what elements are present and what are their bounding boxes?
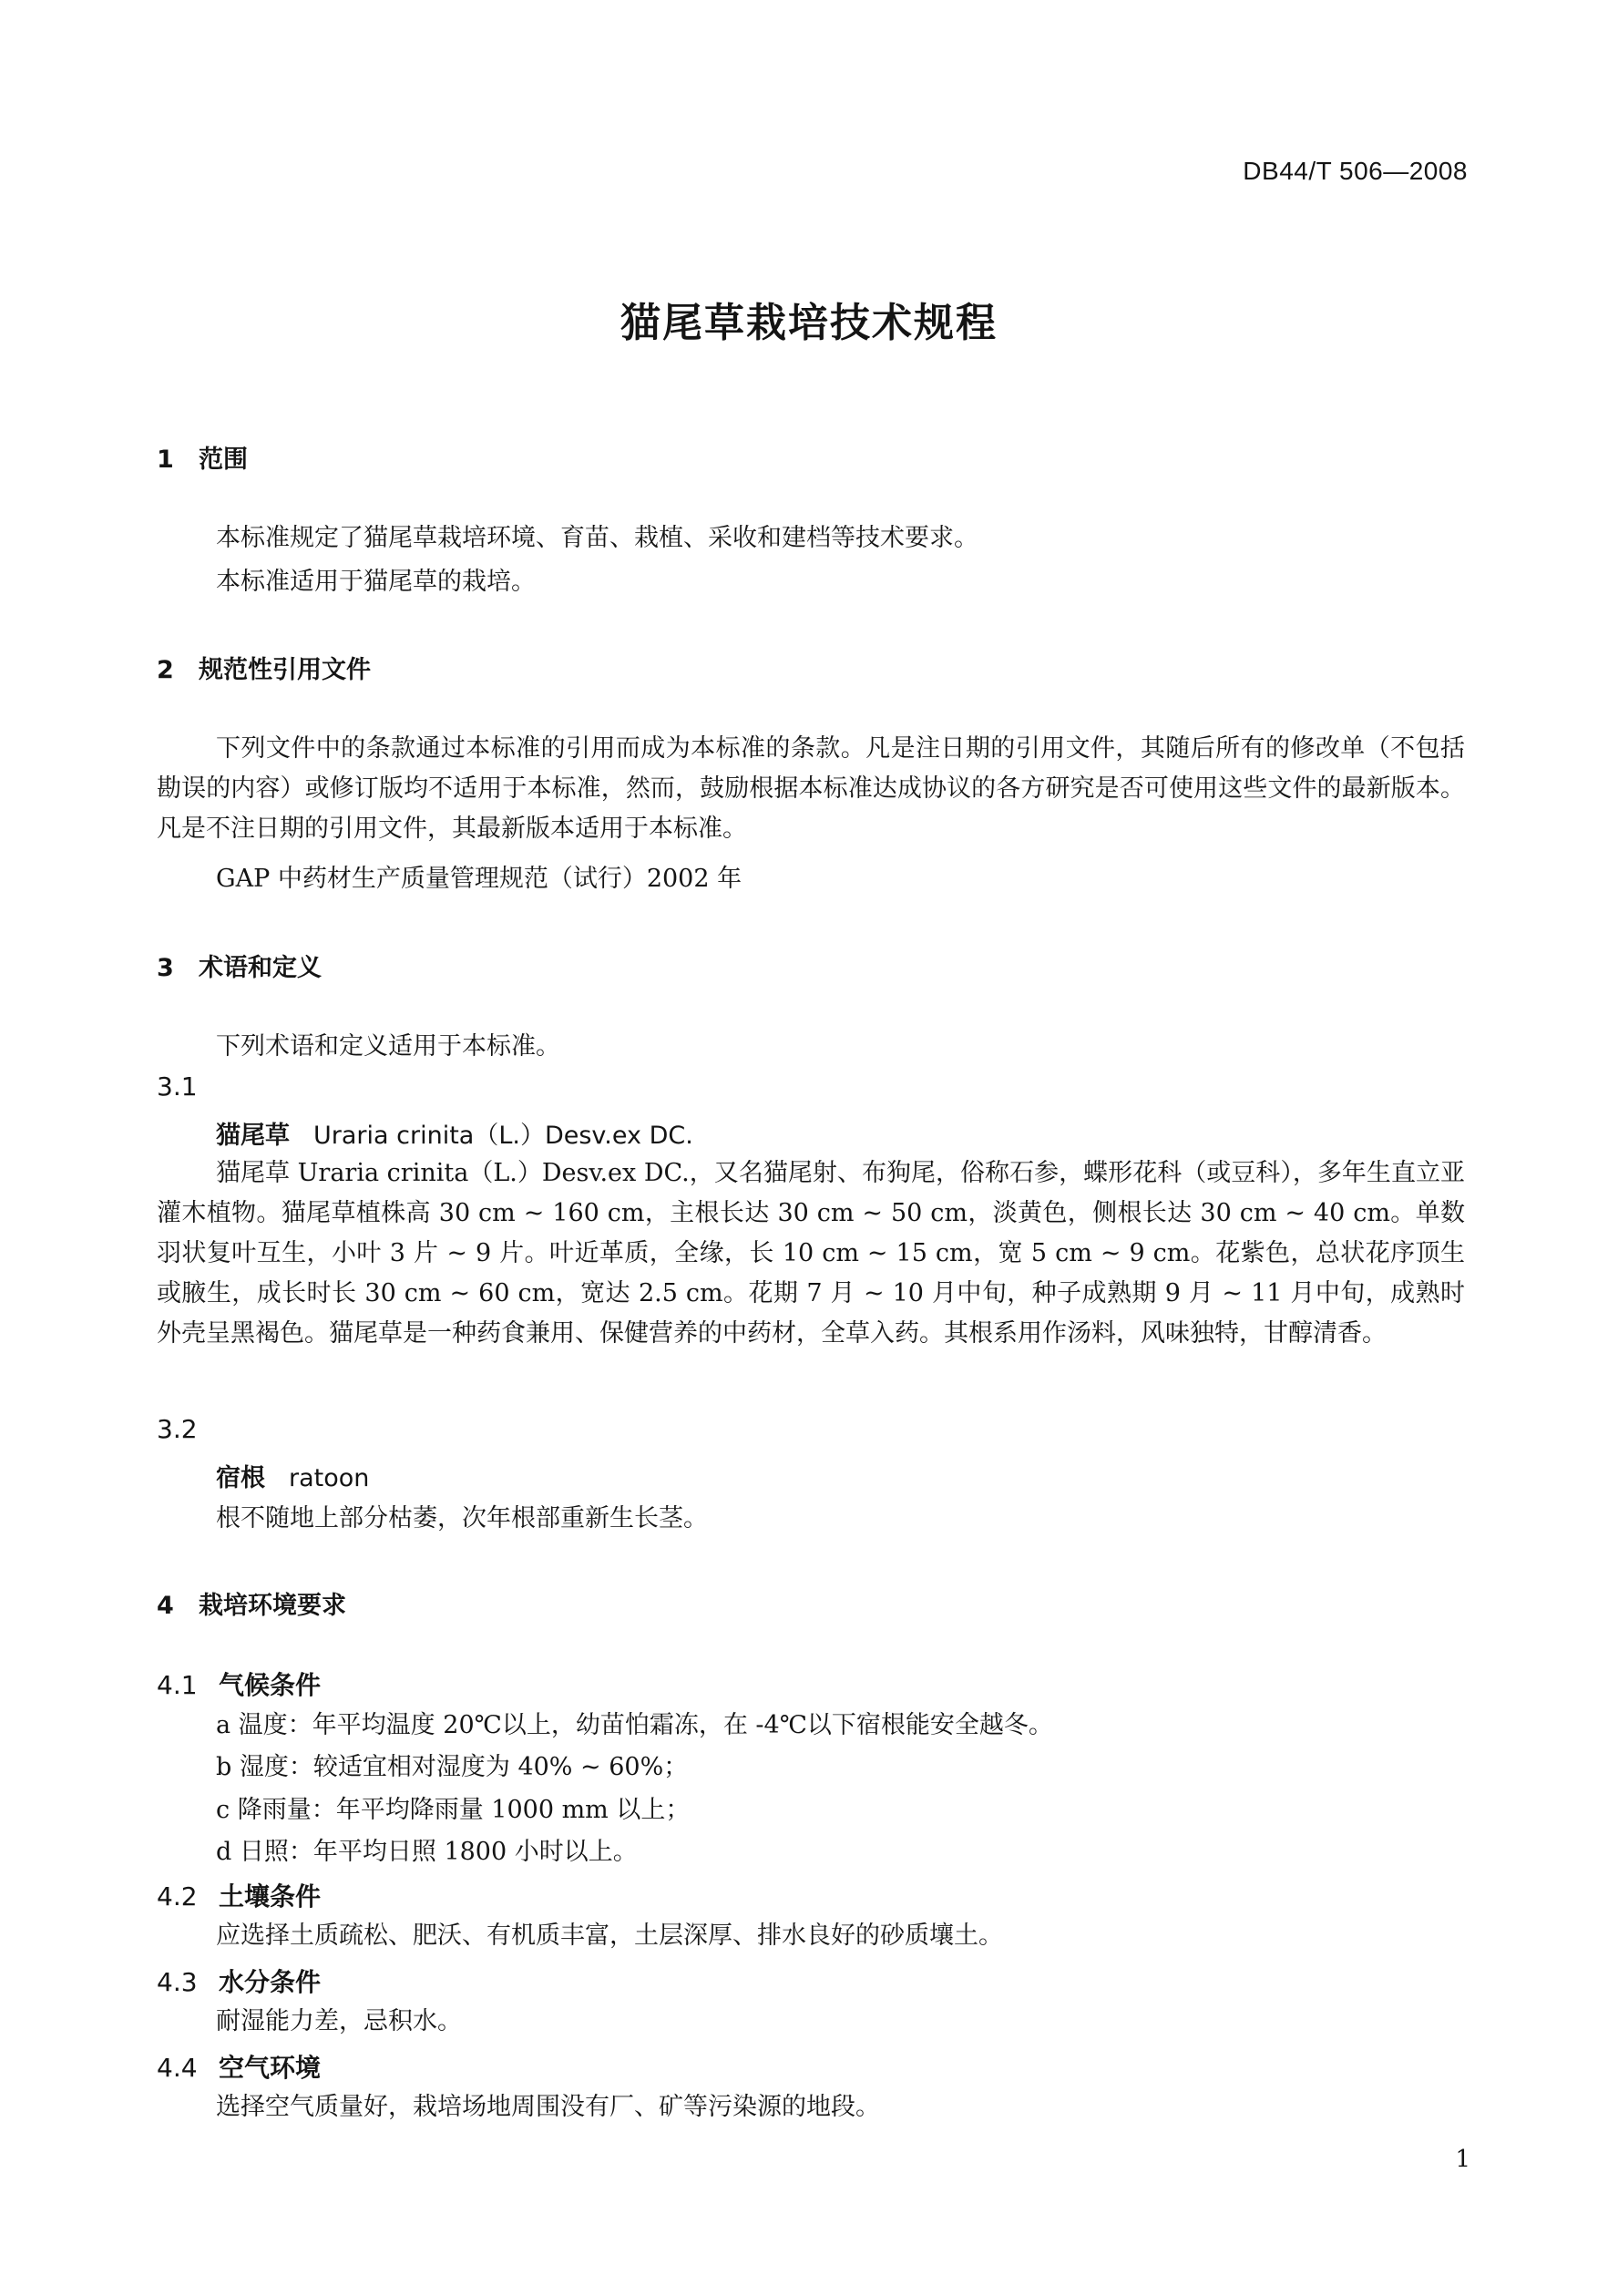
section-title: 栽培环境要求 (199, 1592, 346, 1620)
reference-entry: GAP 中药材生产质量管理规范（试行）2002 年 (216, 865, 742, 893)
subsection-4-2-heading (157, 1877, 321, 1913)
term-latin: Uraria crinita（L.）Desv.ex DC. (313, 1122, 693, 1150)
subsection-number: 4.4 (157, 2053, 198, 2083)
subsection-4-1-heading (157, 1666, 321, 1702)
term-3-1-number: 3.1 (157, 1071, 198, 1102)
references-paragraph: 下列文件中的条款通过本标准的引用而成为本标准的条款。凡是注日期的引用文件，其随后所有的修改单（不包括勘误的内容）或修订版均不适用于本标准，然而，鼓励根据本标准达成协议的各方研究是否可使用这些文件的最新版本。凡是不注日期的引用文件，其最新版本适用于本标准。 (157, 734, 1465, 843)
subsection-4-4-heading (157, 2048, 321, 2085)
scope-line: 本标准规定了猫尾草栽培环境、育苗、栽植、采收和建档等技术要求。 (216, 524, 978, 552)
standard-code: DB44/T 506—2008 (1243, 157, 1468, 185)
section-4-heading (157, 1585, 346, 1621)
subsection-title: 土壤条件 (219, 1881, 322, 1912)
term-english: ratoon (289, 1464, 370, 1492)
section-number: 3 (157, 954, 174, 982)
term-3-2-name (216, 1458, 369, 1493)
term-3-1-name (216, 1115, 693, 1151)
soil-text: 应选择土质疏松、肥沃、有机质丰富，土层深厚、排水良好的砂质壤土。 (216, 1922, 1003, 1950)
section-1-heading (157, 439, 248, 475)
scope-line: 本标准适用于猫尾草的栽培。 (216, 568, 536, 596)
climate-item: b 湿度：较适宜相对湿度为 40% ~ 60%； (216, 1753, 689, 1781)
section-number: 2 (157, 656, 174, 684)
section-number: 1 (157, 446, 174, 474)
section-title: 术语和定义 (199, 954, 322, 982)
subsection-title: 空气环境 (219, 2053, 322, 2083)
section-number: 4 (157, 1592, 174, 1620)
term-3-2-definition: 根不随地上部分枯萎，次年根部重新生长茎。 (216, 1504, 708, 1532)
subsection-title: 水分条件 (219, 1967, 322, 1997)
section-2-heading (157, 650, 371, 685)
water-text: 耐湿能力差，忌积水。 (216, 2007, 462, 2035)
section-3-heading (157, 948, 322, 983)
subsection-number: 4.2 (157, 1881, 198, 1912)
term-chinese: 猫尾草 (216, 1122, 290, 1150)
subsection-number: 4.3 (157, 1967, 198, 1997)
air-text: 选择空气质量好，栽培场地周围没有厂、矿等污染源的地段。 (216, 2093, 880, 2121)
term-3-2-number: 3.2 (157, 1414, 198, 1444)
subsection-4-3-heading (157, 1963, 321, 1999)
subsection-title: 气候条件 (219, 1670, 322, 1700)
document-title: 猫尾草栽培技术规程 (620, 300, 998, 346)
climate-item: a 温度：年平均温度 20℃以上，幼苗怕霜冻，在 -4℃以下宿根能安全越冬。 (216, 1711, 1053, 1739)
subsection-number: 4.1 (157, 1670, 198, 1700)
climate-item: d 日照：年平均日照 1800 小时以上。 (216, 1838, 638, 1866)
term-3-1-definition: 猫尾草 Uraria crinita（L.）Desv.ex DC.，又名猫尾射、布狗尾，俗称石参，蝶形花科（或豆科），多年生直立亚灌木植物。猫尾草植株高 30 cm ~ 160 cm，主根长达 30 cm ~ 50 cm，淡黄色，侧根长达 30 cm ~ 40 cm。单数羽状复叶互生，小叶 3 片 ~ 9 片。叶近革质，全缘，长 10 cm ~ 15 cm，宽 5 cm ~ 9 cm。花紫色，总状花序顶生或腋生，成长时长 30 cm ~ 60 cm，宽达 2.5 cm。花期 7 月 ~ 10 月中旬，种子成熟期 9 月 ~ 11 月中旬，成熟时外壳呈黑褐色。猫尾草是一种药食兼用、保健营养的中药材，全草入药。其根系用作汤料，风味独特，甘醇清香。 (157, 1159, 1465, 1348)
section-title: 规范性引用文件 (199, 656, 371, 684)
section-title: 范围 (199, 446, 248, 474)
term-chinese: 宿根 (216, 1464, 265, 1492)
terms-intro: 下列术语和定义适用于本标准。 (216, 1032, 560, 1061)
climate-item: c 降雨量：年平均降雨量 1000 mm 以上； (216, 1796, 691, 1824)
page-number: 1 (1455, 2146, 1470, 2173)
